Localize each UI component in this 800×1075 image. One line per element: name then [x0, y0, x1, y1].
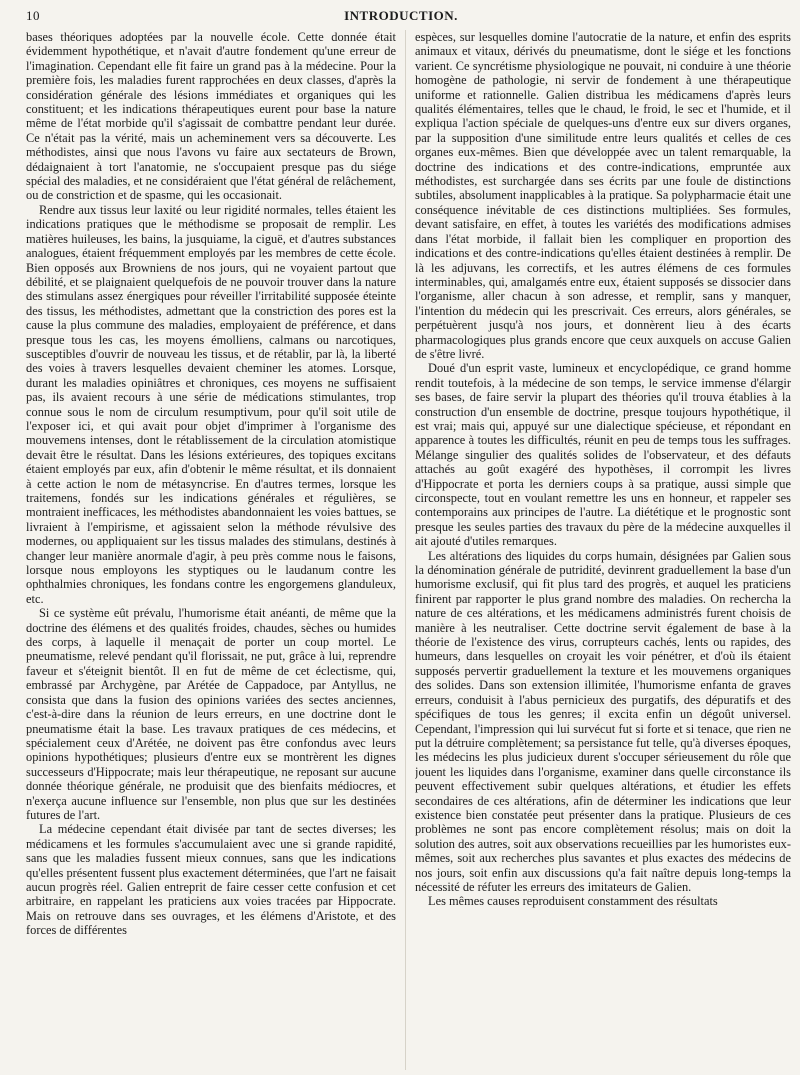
paragraph: La médecine cependant était divisée par tant de sectes diverses; les médicamens et les formules s'accumulaient avec une si grande rapidité, sans que les maladies fussent mieux connues, sans que les indications qu'elles présentent fussent plus exactement déterminées, que l'art ne faisait aucun progrès réel. Galien entreprit de faire cesser cette confusion et cet arbitraire, en rappelant les praticiens aux voies tracées par Hippocrate. Mais on retrouve dans ses ouvrages, et les élémens d'Aristote, et des forces de différentes: [26, 822, 396, 938]
left-column: [26, 30, 396, 1070]
paragraph: Doué d'un esprit vaste, lumineux et encyclopédique, ce grand homme rendit toutefois, à la médecine de son temps, le service immense d'élargir ses bases, de faire servir la plupart des théories qu'il trouva établies à la construction d'un ensemble de doctrine, presque toujours hypothétique, il est vrai; mais qui, appuyé sur une dialectique spécieuse, et répondant en apparence à toutes les difficultés, réunit en peu de temps tous les suffrages. Mélange singulier des qualités solides de l'observateur, et des défauts attachés au goût exagéré des hypothèses, il corrompit les livres d'Hippocrate et porta les derniers coups à sa pratique, aussi simple que circonspecte, tout en voulant remettre les uns en honneur, et rappeler ses contemporains aux principes de l'autre. La diététique et le prognostic sont presque les seules parties des travaux du père de la médecine auxquelles il ait ajouté d'utiles remarques.: [415, 361, 791, 549]
column-divider: [405, 30, 406, 1070]
running-title: INTRODUCTION.: [344, 8, 458, 23]
paragraph: Rendre aux tissus leur laxité ou leur rigidité normales, telles étaient les indications pratiques que le méthodisme se proposait de remplir. Les matières huileuses, les bains, la jusquiame, la ciguë, et d'autres substances analogues, étaient fréquemment employés par les membres de cette école. Bien opposés aux Browniens de nos jours, qui ne voyaient partout que débilité, et se plaignaient quelquefois de ne pouvoir trouver dans la nature des stimulans assez énergiques pour réveiller l'irritabilité supposée éteinte des tissus, les méthodistes, admettant que la constriction des pores est la cause la plus commune des maladies, employaient de préférence, et dans presque tous les cas, les moyens émolliens, calmans ou narcotiques, susceptibles d'ouvrir de nouveau les tissus, et de rétablir, par là, la liberté des voies à travers lesquelles devaient cheminer les atomes. Lorsque, durant les maladies opiniâtres et chroniques, ces moyens ne suffisaient pas, ils avaient recours à une série de médications stimulantes, trop connue sous le nom de circulum resumptivum, pour qu'il soit utile de l'exposer ici, et qui avait pour objet d'imprimer à l'organisme des mouvemens intenses, dont le rétablissement de la circulation atomistique devait être le résultat. Dans les lésions extérieures, des topiques excitans étaient employés par eux, afin d'obtenir le même résultat, et ils donnaient à cette action le nom de métasyncrise. En d'autres termes, lorsque les traitemens, fondés sur les indications générales et régulières, se montraient inefficaces, les méthodistes abandonnaient les voies battues, se livraient à l'empirisme, et agissaient selon la méthode révulsive des modernes, ou appliquaient sur les tissus malades des stimulans, destinés à changer leur manière anormale d'agir, à peu près comme nous le faisons, lorsque nous employons les styptiques ou le laudanum contre les ophthalmies chroniques, les fondans contre les engorgemens glanduleux, etc.: [26, 202, 396, 606]
paragraph: bases théoriques adoptées par la nouvelle école. Cette donnée était évidemment hypothétique, et n'avait d'autre fondement qu'une erreur de l'imagination. Cependant elle fit faire un grand pas à la médecine. Pour la première fois, les maladies furent rapprochées en deux classes, d'après la considération générale des lésions immédiates et organiques qui les constituent; et les indications thérapeutiques eurent pour base la nature même de l'état morbide qu'il s'agissait de combattre pendant leur durée. Ce n'était pas la vérité, mais un acheminement vers sa découverte. Les méthodistes, ainsi que nous l'avons vu faire aux sectateurs de Brown, dédaignaient à tort l'anatomie, ne s'occupaient presque pas du siége spécial des maladies, et ne considéraient que l'état général de relâchement, ou de constriction et de spasme, qui les occasionait.: [26, 30, 396, 203]
right-column: [415, 30, 791, 1070]
paragraph: Les mêmes causes reproduisent constamment des résultats: [428, 894, 718, 909]
page-header: [26, 8, 776, 26]
paragraph: espèces, sur lesquelles domine l'autocratie de la nature, et enfin des esprits animaux et vitaux, dérivés du pneumatisme, dont le siége et les fonctions varient. Ce syncrétisme physiologique ne pouvait, ni conduire à une théorie homogène de pathologie, ni servir de fondement à une thérapeutique uniforme et rationnelle. Galien distribua les médicamens d'après leurs qualités élémentaires, telles que le chaud, le froid, le sec et l'humide, et il expliqua l'action spéciale de quelques-uns d'entre eux sur divers organes, par la supposition d'une similitude entre leurs qualités et celles de ces organes eux-mêmes. Bien que développée avec un talent remarquable, la doctrine des indications et des contre-indications, empruntée aux méthodistes, est surchargée dans ses écrits par une foule de distinctions subtiles, absolument inapplicables à la pratique. Sa polypharmacie était une conséquence inévitable de ces distinctions multipliées. Ses formules, devant satisfaire, en effet, à toutes les variétés des modifications admises dans l'état morbide, il fallait bien les compliquer en proportion des indications et des contre-indications qu'elles étaient destinées à remplir. De là les adjuvans, les correctifs, et les autres élémens de ces formules interminables, qui, amalgamés entre eux, étaient supposés se dissocier dans l'organisme, aller chacun à son adresse, et remplir, sans y manquer, l'intention du médecin qui les prescrivait. Ces erreurs, alors générales, se perpétuèrent jusqu'à nos jours, et donnèrent lieu à des écarts pharmacologiques plus grands encore que ceux auxquels on accuse Galien de s'être livré.: [415, 30, 791, 361]
paragraph: Si ce système eût prévalu, l'humorisme était anéanti, de même que la doctrine des élémens et des qualités froides, chaudes, sèches ou humides des corps, à laquelle il menaçait de porter un coup mortel. Le pneumatisme, relevé pendant qu'il florissait, ne put, grâce à lui, reprendre faveur et s'éteignit bientôt. Il en fut de même de cet éclectisme, qui, embrassé par Archygène, par Arétée de Cappadoce, par Antyllus, ne consista que dans la fusion des opinions variées des sectes anciennes, c'est-à-dire dans la réunion de leurs erreurs, en une doctrine dont le pneumatisme était la base. Les travaux pratiques de ces médecins, et spécialement ceux d'Arétée, ne doivent pas être confondus avec leurs opinions hypothétiques; plusieurs d'entre eux se montrèrent les dignes successeurs d'Hippocrate; mais leur thérapeutique, ne reposant sur aucune donnée théorique générale, ne produisit que des bienfaits médiocres, et n'exerça aucune influence sur l'ensemble, non plus que sur les destinées futures de l'art.: [26, 606, 396, 822]
page-number: 10: [26, 8, 40, 23]
paragraph: Les altérations des liquides du corps humain, désignées par Galien sous la dénomination générale de putridité, devinrent graduellement la base d'un humorisme exclusif, qui fit plus tard des progrès, et auquel les praticiens finirent par rapporter le plus grand nombre des maladies. On rechercha la nature de ces altérations, et les médicamens administrés furent choisis de manière à les neutraliser. Cette doctrine servit également de base à la théorie de l'existence des virus, corrupteurs cachés, lents ou rapides, des humeurs, dans lesquelles on croyait les voir pénétrer, et d'où ils étaient supposés pervertir graduellement la texture et les mouvemens organiques des solides. Dans son extension illimitée, l'humorisme enfanta de graves erreurs, conduisit à l'abus pernicieux des purgatifs, des dépuratifs et des spécifiques de tous les genres; il excita enfin un dégoût universel. Cependant, l'impression qui lui survécut fut si forte et si tenace, que rien ne put la détruire complètement; sa persistance fut telle, qu'à diverses époques, les médecins les plus judicieux durent s'occuper sérieusement du rôle que jouent les liquides dans l'organisme, examiner dans quelle circonstance ils peuvent effectivement subir quelques altérations, et étudier les effets secondaires de ces altérations, afin de déterminer les indications que leur existence bien constatée peut présenter dans la pratique. Plusieurs de ces problèmes ne sont pas encore complètement résolus; mais on doit la solution des autres, soit aux observations recueillies par les humoristes eux-mêmes, soit aux recherches plus savantes et plus exactes des médecins de nos jours, soit enfin aux discussions qu'a fait naître depuis long-temps la nécessité de réfuter les erreurs des imitateurs de Galien.: [415, 548, 791, 894]
